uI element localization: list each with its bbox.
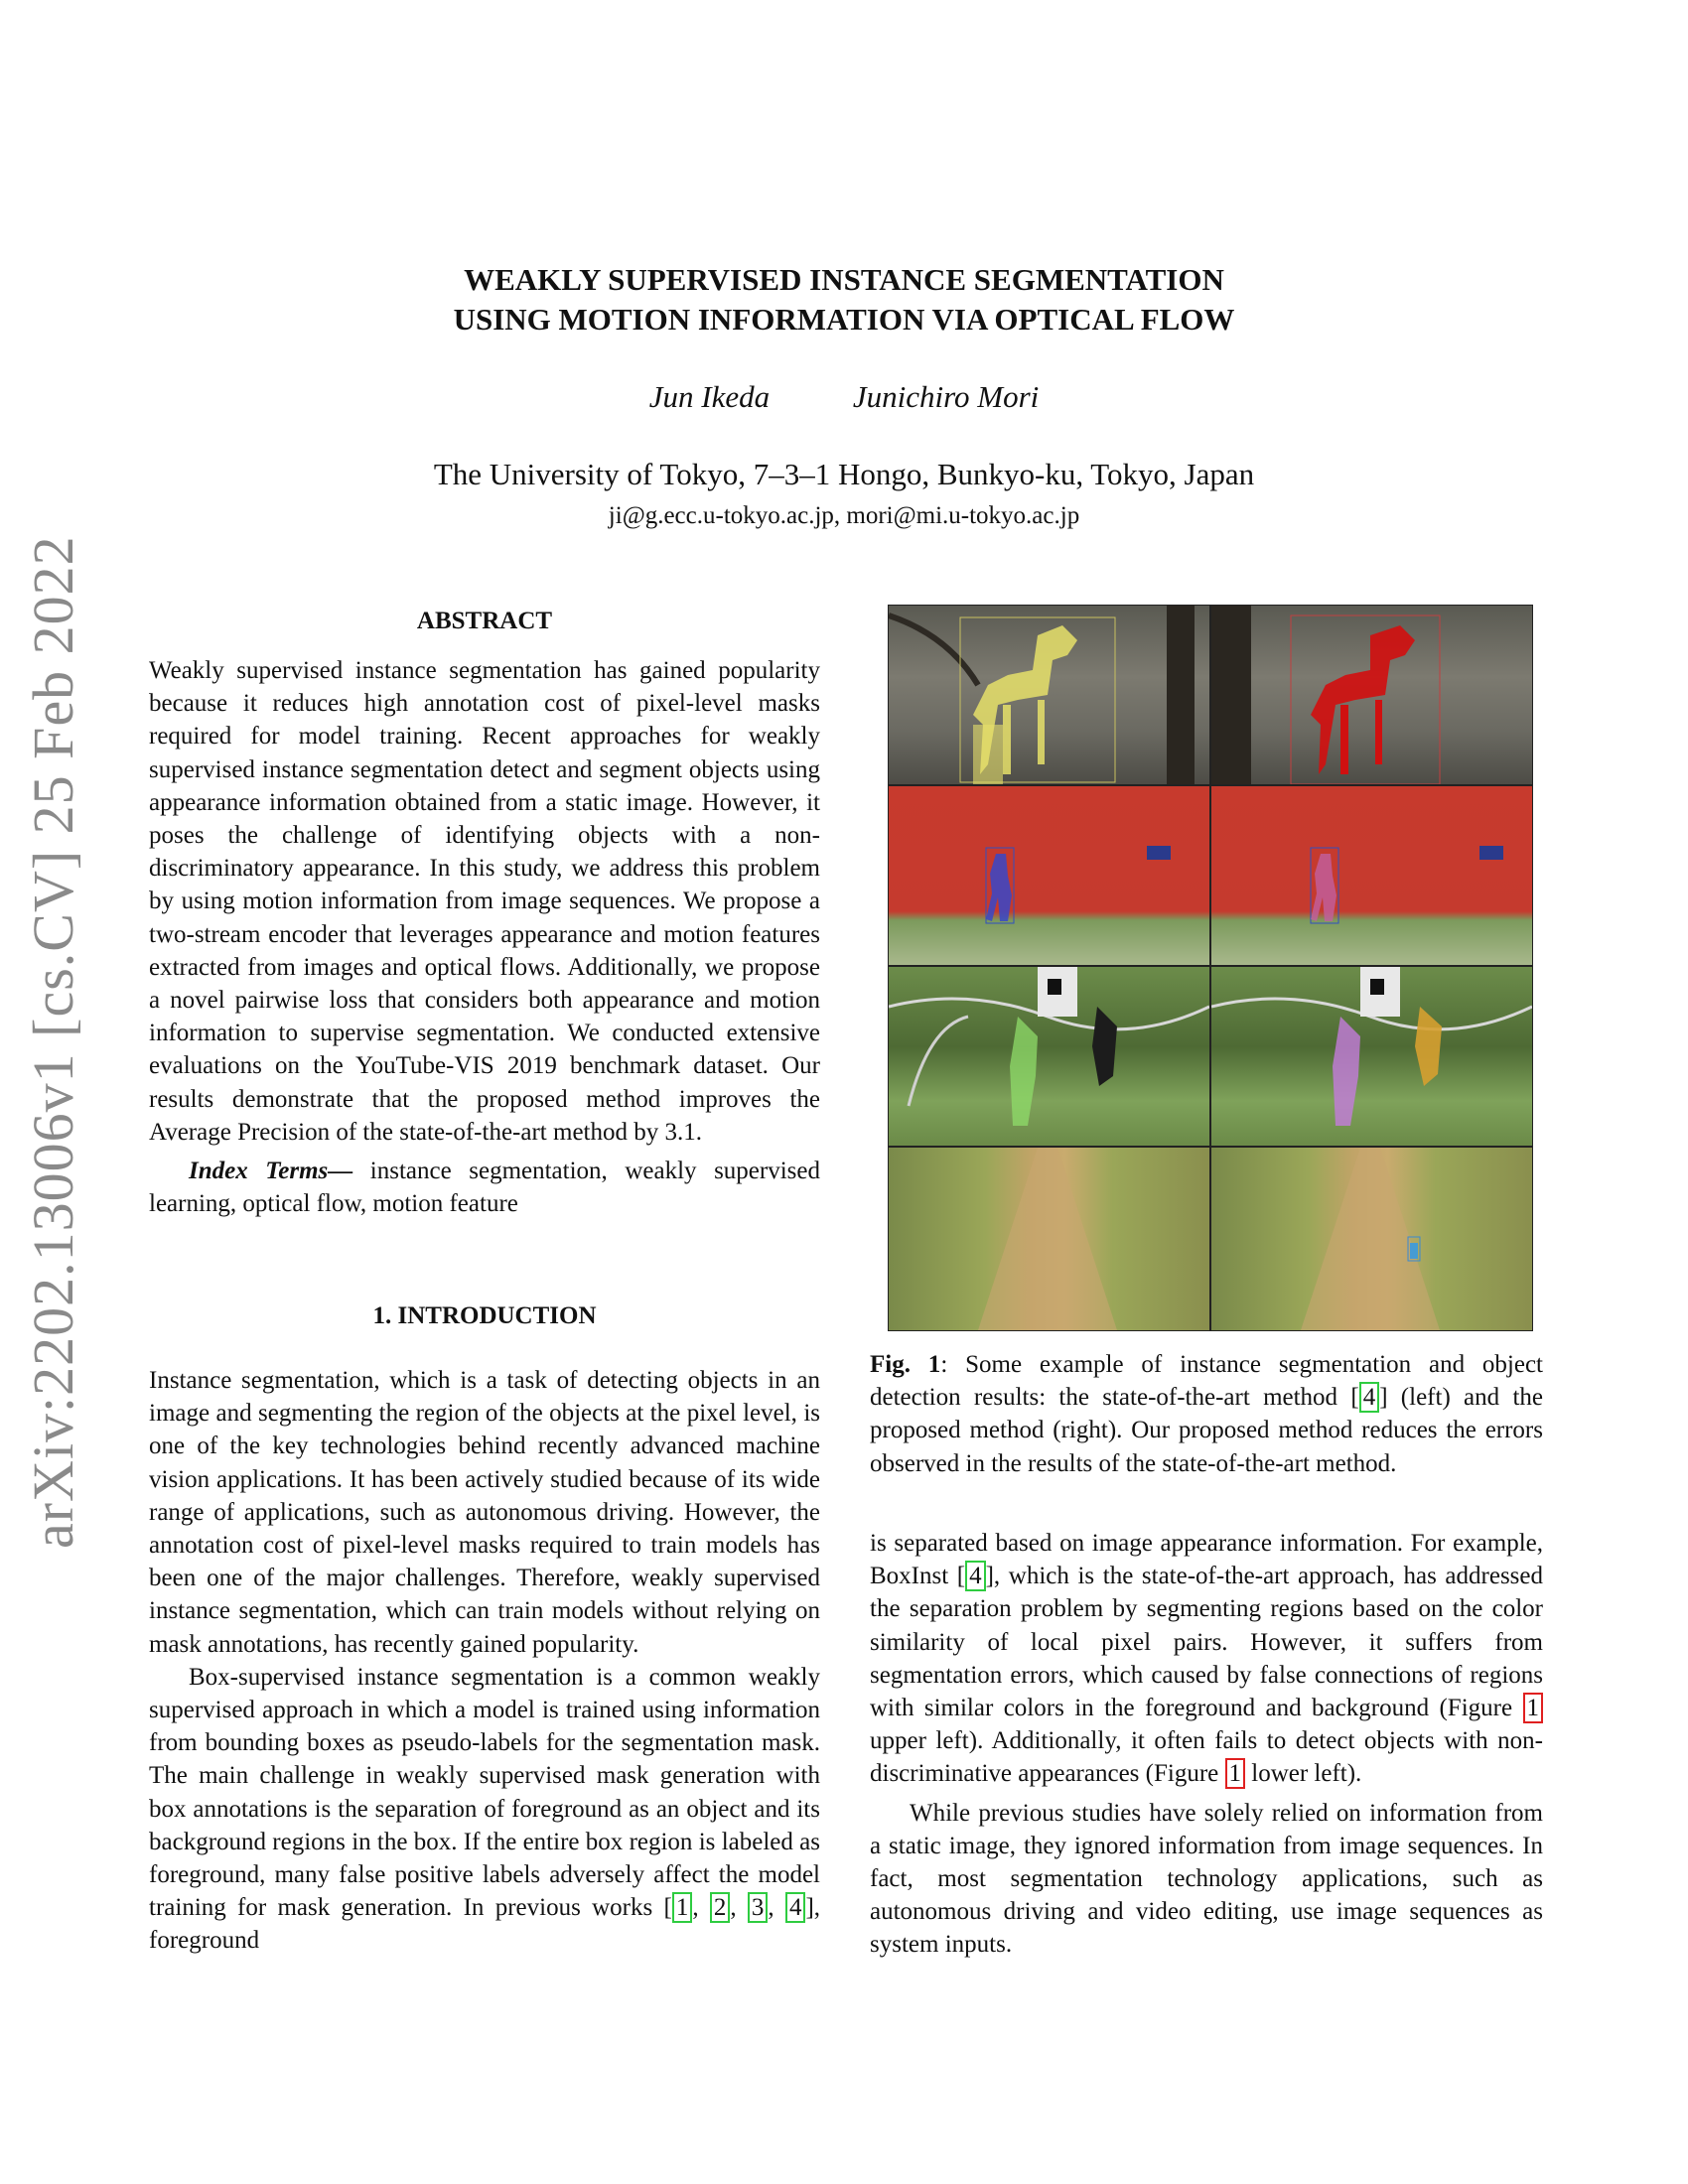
monkeys-mask-green bbox=[889, 967, 1209, 1146]
index-terms-label: Index Terms— bbox=[189, 1158, 353, 1185]
citation-link[interactable]: 4 bbox=[785, 1892, 806, 1923]
figure-panel-row4-left bbox=[889, 1148, 1209, 1330]
arxiv-identifier: arXiv:2202.13006v1 [cs.CV] 25 Feb 2022 bbox=[21, 535, 85, 1549]
intro-p2-end: ], foreground bbox=[149, 1894, 821, 1955]
grass-path-mask-blue bbox=[1211, 1148, 1532, 1330]
citation-link[interactable]: 4 bbox=[1359, 1382, 1380, 1413]
abstract-text: Weakly supervised instance segmentation has gained popularity because it reduces high annotation cost of pixel-level masks required for model training. Recent approaches for weakly supervised instance segmentation detect and segment objects using appearance information obtained from a static image. However, it poses the challenge of identifying objects with a non-discriminatory appearance. In this study, we address this problem by using motion information from image sequences. We propose a two-stream encoder that leverages appearance and motion features extracted from images and optical flows. Additionally, we propose a novel pairwise loss that considers both appearance and motion information to supervise segmentation. We conducted extensive evaluations on the YouTube-VIS 2019 benchmark dataset. Our results demonstrate that the proposed method improves the Average Precision of the state-of-the-art method by 3.1. bbox=[149, 657, 820, 1146]
figure-panel-row3-left bbox=[889, 967, 1209, 1146]
intro-right-paragraph-1 bbox=[870, 1527, 1543, 1791]
figure-label: Fig. 1 bbox=[870, 1351, 941, 1378]
figure-panel-row3-right bbox=[1211, 967, 1532, 1146]
intro-right-p1-a: is separated based on image appearance information. For example, BoxInst [ bbox=[870, 1530, 1543, 1590]
paper-title bbox=[149, 260, 1539, 340]
caption-part-b: ] (left) and the proposed method (right). Our proposed method reduces the errors observed in the results of the state-of-the-art method. bbox=[870, 1384, 1543, 1477]
abstract-body bbox=[149, 654, 820, 1220]
introduction-heading: 1. INTRODUCTION bbox=[372, 1302, 597, 1329]
figure-panel-row1-left bbox=[889, 606, 1209, 784]
tennis-player-mask-pink bbox=[1211, 786, 1532, 965]
grass-path-scene bbox=[889, 1148, 1209, 1330]
citation-link[interactable]: 1 bbox=[672, 1892, 693, 1923]
intro-p2-text: Box-supervised instance segmentation is a common weakly supervised approach in which a model is trained using information from bounding boxes as pseudo-labels for the segmentation mask. The main challenge in weakly supervised mask generation with box annotations is the separation of foreground as an object and its background regions in the box. If the entire box region is labeled as foreground, many false positive labels adversely affect the model training for mask generation. In previous works [ bbox=[149, 1663, 820, 1922]
author-emails: ji@g.ecc.u-tokyo.ac.jp, mori@mi.u-tokyo.ac.jp bbox=[608, 502, 1080, 529]
affiliation: The University of Tokyo, 7–3–1 Hongo, Bunkyo-ku, Tokyo, Japan bbox=[433, 457, 1255, 491]
intro-paragraph-2: Box-supervised instance segmentation is a common weakly supervised approach in which a model is trained using information from bounding boxes as pseudo-labels for the segmentation mask. The main challenge in weakly supervised mask generation with box annotations is the separation of foreground as an object and its background regions in the box. If the entire box region is labeled as foreground, many false positive labels adversely affect the model training for mask generation. In previous works [ 1 , 2 , 3 , 4 ], foreground bbox=[149, 1663, 821, 1955]
intro-right-p1-b: ], which is the state-of-the-art approach, has addressed the separation problem by segmenting regions based on the color similarity of local pixel pairs. However, it suffers from segmentation errors, which caused by false connections of regions with similar colors in the foreground and background (Figure bbox=[870, 1563, 1544, 1722]
zebra-foal-mask-red bbox=[1211, 606, 1532, 784]
monkeys-mask-purple-orange bbox=[1211, 967, 1532, 1146]
citation-link[interactable]: 3 bbox=[748, 1892, 769, 1923]
author-1: Jun Ikeda bbox=[648, 379, 771, 414]
intro-right-p1-d: lower left). bbox=[1245, 1760, 1362, 1788]
figure-panel-row4-right bbox=[1211, 1148, 1532, 1330]
intro-right-paragraph-2: While previous studies have solely relied on information from a static image, they ignored information from image sequences. In fact, most segmentation technology applications, such as autonomous driving and video editing, use image sequences as system inputs. bbox=[870, 1799, 1543, 1959]
author-2: Junichiro Mori bbox=[852, 379, 1040, 414]
caption-part-a: : Some example of instance segmentation and object detection results: the state-of-the-art method [ bbox=[870, 1351, 1543, 1412]
index-terms-text: instance segmentation, weakly supervised learning, optical flow, motion feature bbox=[149, 1158, 820, 1218]
intro-right-p1-c: upper left). Additionally, it often fails to detect objects with non-discriminative appearances (Figure bbox=[870, 1727, 1543, 1788]
title-line-1: WEAKLY SUPERVISED INSTANCE SEGMENTATION bbox=[464, 262, 1224, 297]
index-terms bbox=[149, 1155, 820, 1220]
title-line-2: USING MOTION INFORMATION VIA OPTICAL FLOW bbox=[453, 302, 1235, 337]
figure-1 bbox=[888, 605, 1533, 1331]
citation-link[interactable]: 4 bbox=[965, 1561, 986, 1591]
author-list bbox=[149, 379, 1539, 415]
figure-1-caption bbox=[870, 1348, 1543, 1480]
figure-panel-row2-right bbox=[1211, 786, 1532, 965]
citation-link[interactable]: 2 bbox=[710, 1892, 731, 1923]
figure-ref-link[interactable]: 1 bbox=[1523, 1693, 1544, 1723]
zebra-foal-mask-yellow bbox=[889, 606, 1209, 784]
abstract-heading: ABSTRACT bbox=[416, 608, 553, 634]
introduction-right-column bbox=[870, 1527, 1543, 1962]
figure-panel-row1-right bbox=[1211, 606, 1532, 784]
tennis-player-mask-blue bbox=[889, 786, 1209, 965]
figure-ref-link[interactable]: 1 bbox=[1225, 1758, 1246, 1789]
intro-paragraph-1: Instance segmentation, which is a task of detecting objects in an image and segmenting the region of the objects at the pixel level, is one of the key technologies behind recently advanced machine vision applications. It has been actively studied because of its wide range of applications, such as autonomous driving. However, the annotation cost of pixel-level masks required to train models has been one of the major challenges. Therefore, weakly supervised instance segmentation, which can train models without relying on mask annotations, has recently gained popularity. bbox=[149, 1367, 820, 1658]
introduction-left-column bbox=[149, 1364, 820, 1958]
figure-panel-row2-left bbox=[889, 786, 1209, 965]
